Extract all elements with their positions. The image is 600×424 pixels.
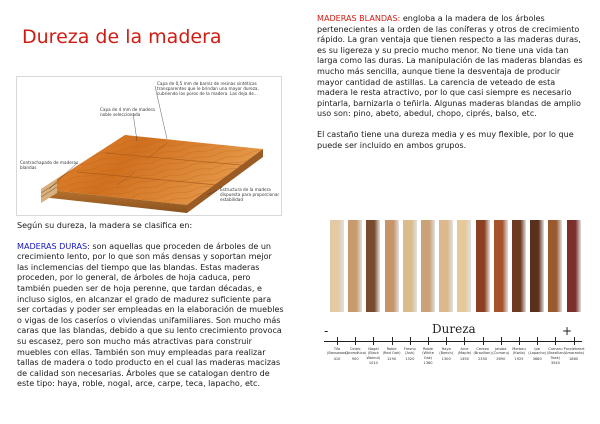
wood-swatch	[567, 220, 581, 312]
wood-swatch	[457, 220, 471, 312]
wood-origin: (Cumaru)	[492, 351, 510, 356]
wood-swatch	[330, 220, 344, 312]
wood-name: Ipe	[534, 347, 540, 351]
maderas-duras-paragraph	[17, 242, 285, 390]
scale-tick	[428, 337, 429, 345]
wood-name: Arce	[460, 347, 469, 351]
wood-swatch	[512, 220, 526, 312]
wood-hardness-value: 2350	[478, 356, 488, 361]
wood-label	[345, 347, 365, 361]
page-title: Dureza de la madera	[22, 26, 222, 48]
wood-name: Nogal	[368, 347, 379, 351]
wood-hardness-value: 2690	[496, 356, 506, 361]
wood-label	[418, 347, 438, 365]
intro-text: Según su dureza, la madera se clasifica en:	[17, 221, 193, 230]
wood-label	[363, 347, 383, 365]
scale-tick	[373, 337, 374, 345]
wood-name: Roble	[386, 347, 397, 351]
wood-origin: (Brazilian Teak)	[546, 351, 564, 360]
scale-plus-sign: +	[562, 324, 573, 338]
wood-hardness-value: 1925	[514, 356, 524, 361]
wood-hardness-value: 1300	[441, 356, 451, 361]
scale-tick	[574, 337, 575, 345]
wood-name: Purpleheart	[563, 347, 585, 351]
wood-swatches	[320, 220, 588, 328]
wood-hardness-value: 1450	[459, 356, 469, 361]
castano-paragraph: El castaño tiene una dureza media y es muy flexible, por lo que puede ser incluido en ambos grupos.	[317, 129, 574, 150]
wood-hardness-value: 1320	[405, 356, 415, 361]
wood-origin: (Amaranto)	[563, 351, 585, 356]
wood-label	[327, 347, 347, 361]
annotation-varnish: Capa de 0,5 mm de barniz de resinas sintéticas transparentes que le brindan una mayor dureza, cubriendo los poros de la madera. Las deja de...	[157, 81, 259, 96]
scale-tick	[337, 337, 338, 345]
wood-label	[382, 347, 402, 361]
wood-name: Haya	[441, 347, 451, 351]
wood-origin: (Red Oak)	[382, 351, 401, 356]
wood-swatch	[421, 220, 435, 312]
wood-swatch	[403, 220, 417, 312]
wood-name: Roble	[422, 347, 434, 351]
wood-swatch	[494, 220, 508, 312]
wood-name: Tilo	[333, 347, 341, 351]
wood-swatch	[366, 220, 380, 312]
wood-origin: (Lapacho)	[528, 351, 547, 356]
wood-label	[491, 347, 511, 361]
wood-hardness-value: 3540	[550, 360, 560, 365]
wood-origin: (Ash)	[405, 351, 415, 356]
scale-minus-sign: -	[324, 324, 329, 338]
flooring-diagram	[16, 76, 282, 216]
maderas-blandas-paragraph	[317, 14, 585, 120]
left-column	[17, 221, 285, 400]
wood-name: Fresno	[403, 347, 416, 351]
wood-label	[527, 347, 547, 361]
wood-name: Cumaru	[548, 347, 563, 351]
wood-hardness-value: 1860	[569, 356, 579, 361]
wood-name: Merbau	[512, 347, 526, 351]
wood-swatch	[548, 220, 562, 312]
wood-origin: (Maple)	[457, 351, 472, 356]
scale-tick	[537, 337, 538, 345]
annotation-plywood: Contrachapado de maderas blandas	[20, 160, 79, 170]
maderas-duras-text: son aquellas que proceden de árboles de un crecimiento lento, por lo que son más densas y soportan mejor las inclemencias del tiempo que las blandas. Estas maderas proceden, por lo general, de árboles de hoja caduca, pero también pueden ser de hoja perenne, que tardan décadas, e incluso siglos, en alcanzar el grado de madurez suficiente para ser cortadas y poder ser empleadas en la elaboración de muebles o vigas de los caseríos o viviendas unifamiliares. Son mucho más caras que las blandas, debido a que su lento crecimiento provoca su escasez, pero son mucho más atractivas para construir muebles con ellas. También son muy empleadas para realizar tallas de madera o todo producto en el cual las maderas macizas de calidad son necesarias. Árboles que se catalogan dentro de este tipo: haya, roble, nogal, arce, carpe, teca, lapacho, etc.	[17, 241, 284, 389]
scale-tick	[392, 337, 393, 345]
wood-name: Cedro	[349, 347, 361, 351]
wood-label	[545, 347, 565, 365]
scale-tick	[410, 337, 411, 345]
wood-label	[400, 347, 420, 361]
scale-tick	[483, 337, 484, 345]
wood-name: Cerezo	[476, 347, 489, 351]
scale-tick	[519, 337, 520, 345]
scale-tick	[355, 337, 356, 345]
scale-tick	[464, 337, 465, 345]
scale-tick	[555, 337, 556, 345]
wood-hardness-value: 1360	[423, 360, 433, 365]
wood-origin: (Aromático)	[345, 351, 367, 356]
wood-origin: (White Oak)	[422, 351, 434, 360]
right-column	[317, 14, 585, 161]
wood-origin: (Basswood)	[327, 351, 348, 356]
wood-origin: (Black Walnut)	[366, 351, 381, 360]
wood-hardness-value: 1010	[368, 360, 378, 365]
maderas-duras-term: MADERAS DURAS:	[17, 241, 90, 251]
scale-line	[324, 341, 582, 342]
wood-hardness-value: 900	[351, 356, 359, 361]
wood-origin: (Brazilian)	[473, 351, 492, 356]
wood-name: Jatoba	[495, 347, 507, 351]
wood-swatch	[385, 220, 399, 312]
scale-tick	[446, 337, 447, 345]
wood-label	[564, 347, 584, 361]
wood-hardness-value: 3680	[532, 356, 542, 361]
scale-title: Dureza	[432, 322, 476, 336]
wood-swatch	[439, 220, 453, 312]
wood-label	[436, 347, 456, 361]
wood-swatch	[476, 220, 490, 312]
wood-hardness-value: 1290	[387, 356, 397, 361]
wood-origin: (Beech)	[439, 351, 454, 356]
wood-hardness-value: 410	[333, 356, 341, 361]
wood-label	[454, 347, 474, 361]
wood-swatch	[348, 220, 362, 312]
wood-swatch	[530, 220, 544, 312]
wood-label	[509, 347, 529, 361]
maderas-blandas-text: engloba a la madera de los árboles pertenecientes a la orden de las coníferas y otros de crecimiento rápido. La gran ventaja que tienen respecto a las maderas duras, es su ligereza y su precio mucho menor. No tiene una vida tan larga como las duras. La manipulación de las maderas blandas es mucho más sencilla, aunque tiene la desventaja de producir mayor cantidad de astillas. La carencia de veteado de esta madera le resta atractivo, por lo que casi siempre es necesario pintarla, barnizarla o teñirla. Algunas maderas blandas de amplio uso son: pino, abeto, abedul, chopo, ciprés, balso, etc.	[317, 14, 583, 119]
wood-origin: (Kwila)	[512, 351, 526, 356]
annotation-structure: Estructura de la madera dispuesta para proporcionar estabilidad	[220, 187, 280, 202]
annotation-noble-layer: Capa de 4 mm de madera noble seleccionada	[100, 107, 155, 117]
scale-tick	[501, 337, 502, 345]
hardness-scale	[320, 318, 588, 390]
wood-label	[473, 347, 493, 361]
maderas-blandas-term: MADERAS BLANDAS:	[317, 14, 401, 23]
